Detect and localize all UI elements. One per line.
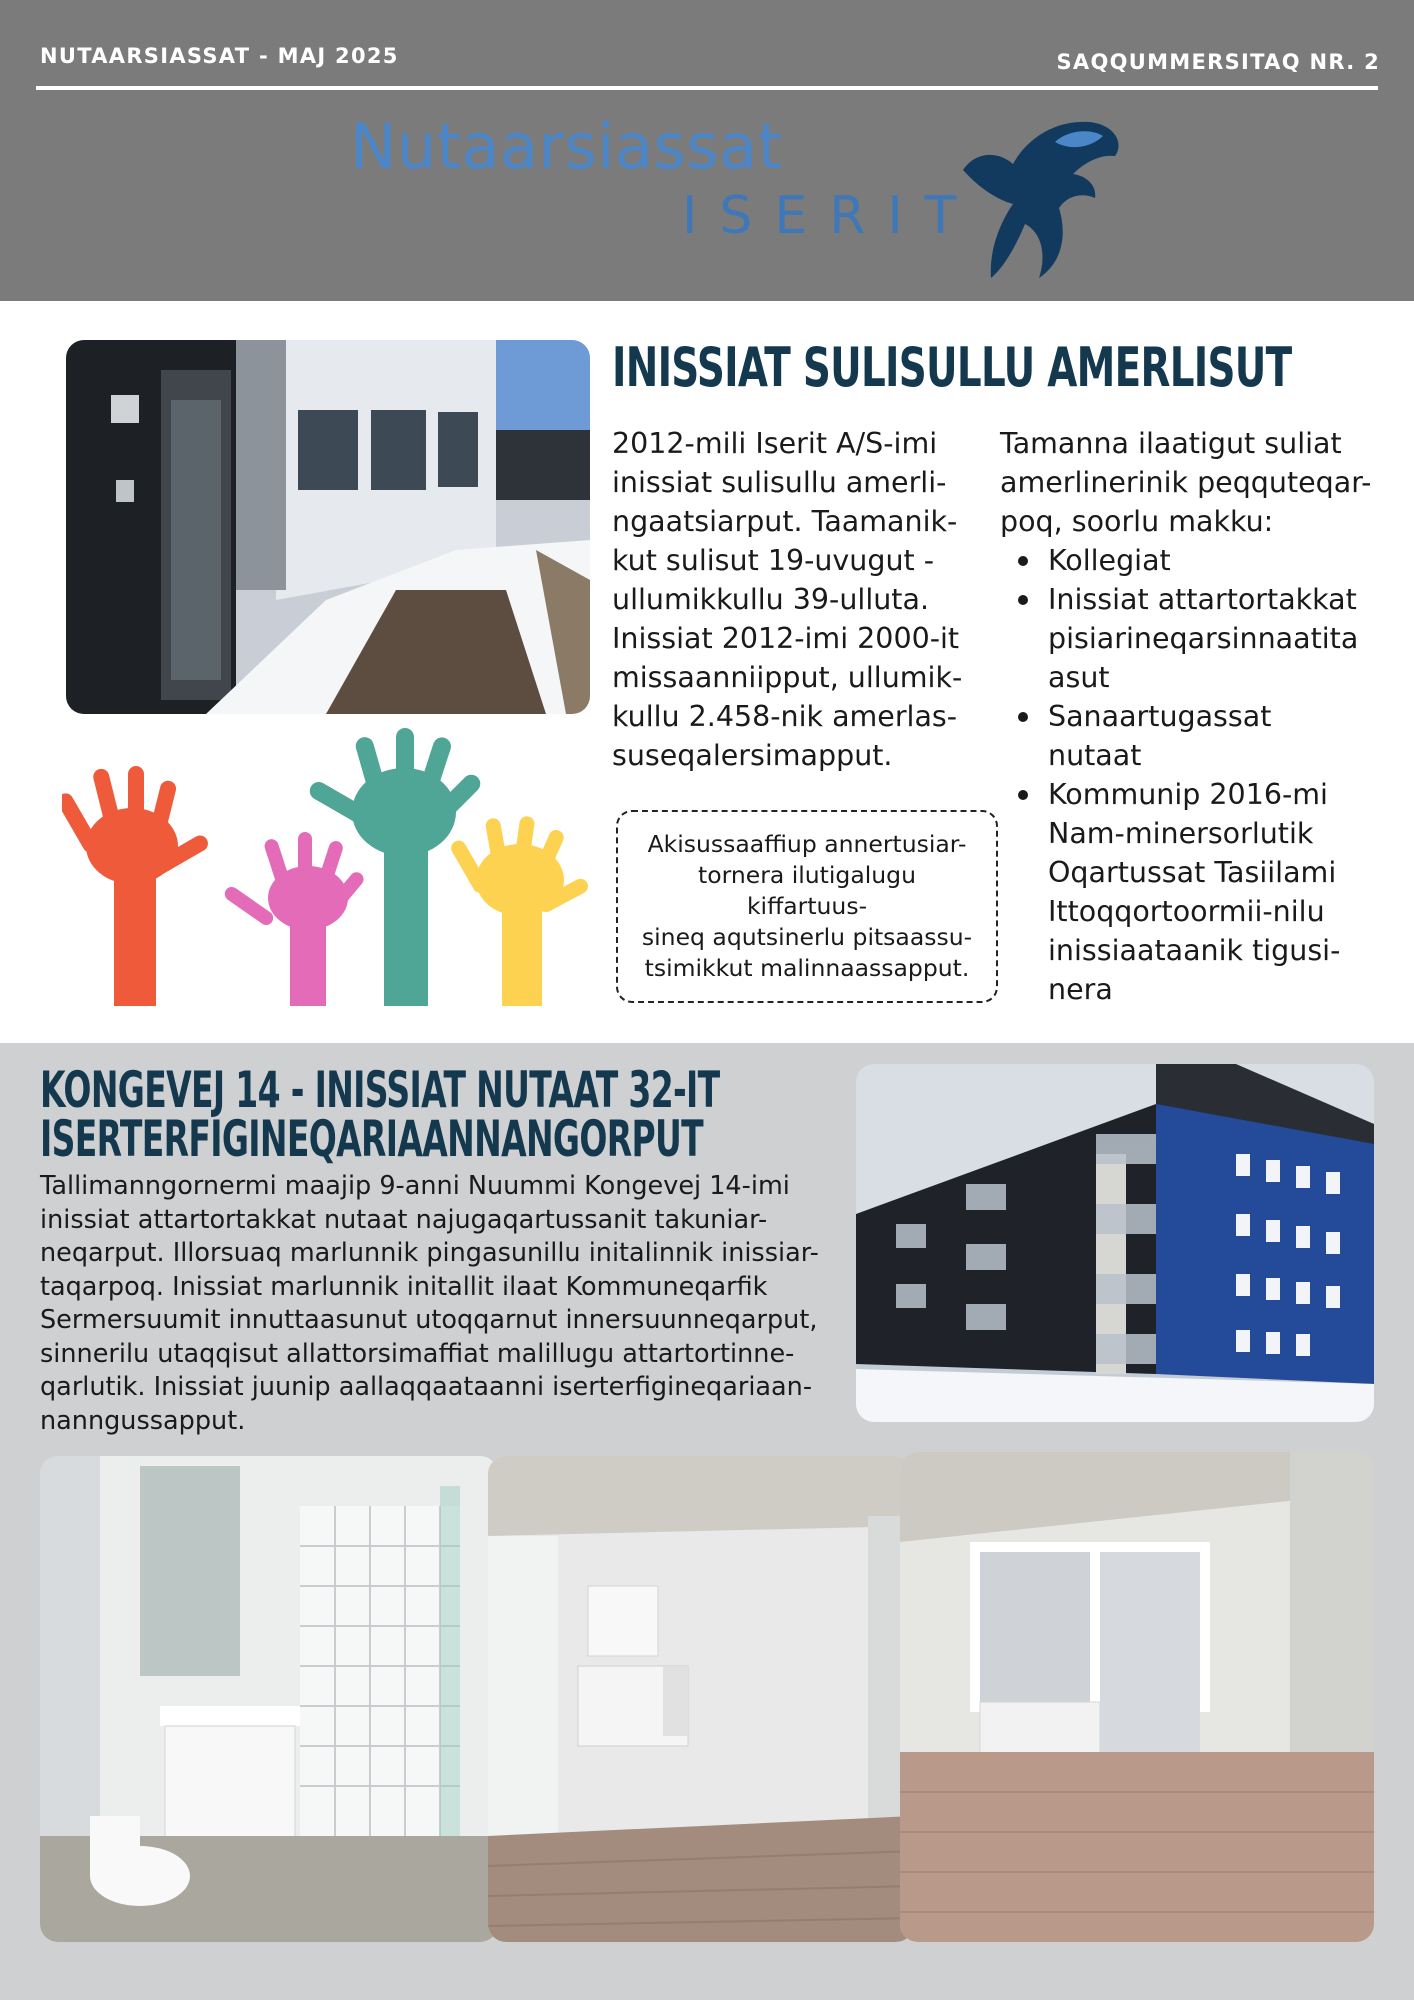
reasons-list bbox=[1000, 541, 1396, 1009]
list-intro-line: amerlinerinik peqquteqar- bbox=[1000, 466, 1372, 499]
header-divider bbox=[36, 86, 1378, 90]
iserit-logo-icon bbox=[955, 112, 1125, 282]
list-item bbox=[1000, 541, 1396, 580]
paragraph-line: inissiat attartortakkat nutaat najugaqartussanit takuniar- bbox=[40, 1204, 768, 1235]
list-item-line: Oqartussat Tasiilami bbox=[1048, 856, 1337, 889]
bathroom-photo bbox=[40, 1456, 498, 1942]
living-room-photo bbox=[900, 1452, 1374, 1942]
paragraph-line: inissiat sulisullu amerli- bbox=[612, 466, 947, 499]
list-item-line: Inissiat attartortakkat bbox=[1048, 583, 1357, 616]
yellow-hand-icon bbox=[448, 815, 590, 1006]
paragraph-line: suseqalersimapput. bbox=[612, 739, 893, 772]
paragraph-line: 2012-mili Iserit A/S-imi bbox=[612, 427, 938, 460]
list-item-line: inissiaataanik tigusi- bbox=[1048, 934, 1341, 967]
section2-paragraph bbox=[40, 1170, 840, 1438]
paragraph-line: ngaatsiarput. Taamanik- bbox=[612, 505, 958, 538]
paragraph-line: kut sulisut 19-uvugut - bbox=[612, 544, 935, 577]
logo-title: Nutaarsiassat bbox=[350, 110, 783, 183]
heading-line: ISERTERFIGINEQARIAANNANGORPUT bbox=[40, 1110, 703, 1168]
callout-line: sineq aqutsinerlu pitsaassu- bbox=[641, 923, 973, 951]
paragraph-line: Sermersuumit innuttaasunut utoqqarnut innersuunneqarput, bbox=[40, 1305, 818, 1335]
section1-paragraph bbox=[612, 424, 984, 775]
header-banner bbox=[0, 0, 1414, 301]
heading-line: KONGEVEJ 14 - INISSIAT NUTAAT 32-IT bbox=[40, 1061, 720, 1119]
office-entrance-photo bbox=[66, 340, 590, 714]
list-item-line: Nam-minersorlutik bbox=[1048, 817, 1314, 850]
list-item-line: nera bbox=[1048, 973, 1113, 1006]
paragraph-line: neqarput. Illorsuaq marlunnik pingasunillu initalinnik inissiar- bbox=[40, 1238, 819, 1268]
paragraph-line: ullumikkullu 39-ulluta. bbox=[612, 583, 930, 616]
callout-box bbox=[616, 810, 998, 1003]
paragraph-line: Tallimanngornermi maajip 9-anni Nuummi Kongevej 14-imi bbox=[40, 1171, 790, 1201]
list-item bbox=[1000, 697, 1396, 775]
paragraph-line: sinnerilu utaqqisut allattorsimaffiat malillugu attartortinne- bbox=[40, 1338, 795, 1369]
section1-heading: INISSIAT SULISULLU AMERLISUT bbox=[612, 336, 1292, 399]
section2-heading bbox=[40, 1061, 720, 1168]
list-item-line: Sanaartugassat bbox=[1048, 700, 1272, 733]
list-item-line: asut bbox=[1048, 661, 1110, 694]
callout-line: tsimikkut malinnaassapput. bbox=[644, 954, 970, 982]
list-item-line: Ittoqqortoormii-nilu bbox=[1048, 895, 1325, 928]
paragraph-line: kullu 2.458-nik amerlas- bbox=[612, 700, 958, 733]
paragraph-line: nanngussapput. bbox=[40, 1405, 246, 1436]
orange-hand-icon bbox=[62, 766, 211, 1006]
paragraph-line: taqarpoq. Inissiat marlunnik initallit ilaat Kommuneqarfik bbox=[40, 1271, 768, 1302]
list-item bbox=[1000, 775, 1396, 1009]
paragraph-line: Inissiat 2012-imi 2000-it bbox=[612, 622, 960, 655]
callout-line: Akisussaaffiup annertusiar- bbox=[647, 830, 967, 858]
issue-date-label: NUTAARSIASSAT - MAJ 2025 bbox=[40, 44, 399, 68]
logo-subtitle: ISERIT bbox=[682, 186, 979, 246]
list-item-line: Kollegiat bbox=[1048, 544, 1171, 577]
raised-hands-illustration bbox=[62, 728, 602, 1006]
section1-list-column bbox=[1000, 424, 1396, 1009]
kitchen-photo bbox=[488, 1456, 914, 1942]
callout-line: tornera ilutigalugu kiffartuus- bbox=[698, 861, 916, 920]
paragraph-line: missaanniipput, ullumik- bbox=[612, 661, 963, 694]
list-item-line: nutaat bbox=[1048, 739, 1142, 772]
list-intro-line: poq, soorlu makku: bbox=[1000, 505, 1274, 538]
list-item bbox=[1000, 580, 1396, 697]
list-item-line: pisiarineqarsinnaatita bbox=[1048, 622, 1359, 655]
building-exterior-photo bbox=[856, 1064, 1374, 1422]
pink-hand-icon bbox=[222, 832, 366, 1006]
paragraph-line: qarlutik. Inissiat juunip aallaqqaataanni iserterfigineqariaan- bbox=[40, 1372, 813, 1402]
list-intro-line: Tamanna ilaatigut suliat bbox=[1000, 427, 1342, 460]
issue-number-label: SAQQUMMERSITAQ NR. 2 bbox=[1056, 50, 1380, 74]
list-item-line: Kommunip 2016-mi bbox=[1048, 778, 1328, 811]
callout-text bbox=[636, 829, 978, 984]
